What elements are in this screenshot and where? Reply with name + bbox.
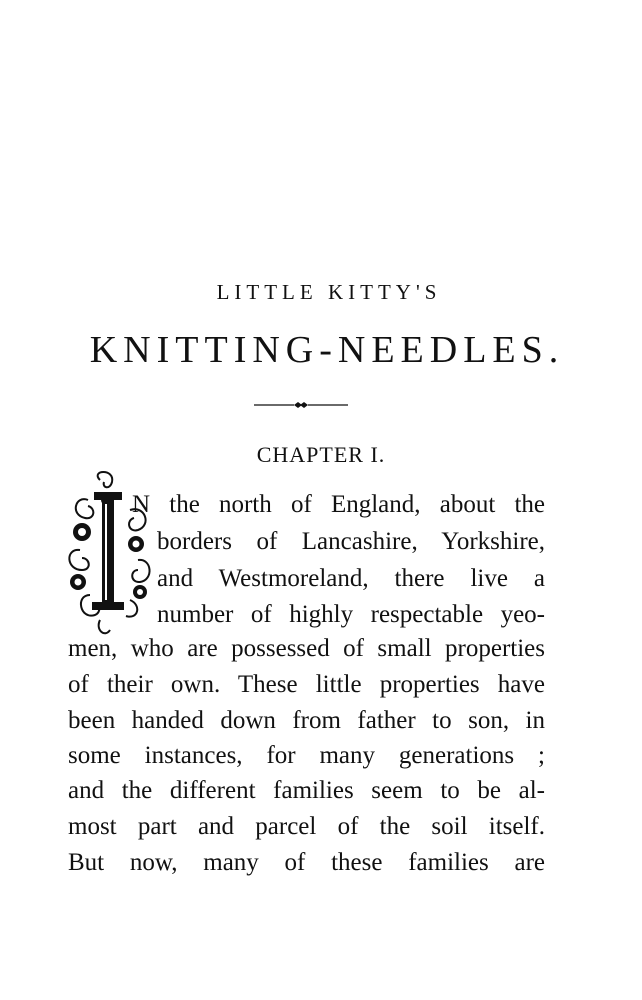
body-line-2: borders of Lancashire, Yorkshire, [157, 528, 545, 555]
body-line-6: of their own. These little properties have [68, 671, 545, 698]
body-line-7: been handed down from father to son, in [68, 707, 545, 734]
body-line-10: most part and parcel of the soil itself. [68, 813, 545, 840]
rule-ornament-icon [254, 398, 348, 412]
book-title-line-1: LITTLE KITTY'S [216, 280, 442, 304]
body-line-5: men, who are possessed of small properties [68, 635, 545, 662]
body-line-11: But now, many of these families are [68, 849, 545, 876]
body-line-8: some instances, for many generations ; [68, 742, 545, 769]
chapter-heading: CHAPTER I. [256, 442, 386, 467]
body-line-4: number of highly respectable yeo- [157, 601, 545, 628]
book-title-line-2: KNITTING-NEEDLES. [89, 329, 565, 371]
body-line-1: N the north of England, about the [132, 491, 545, 518]
body-line-3: and Westmoreland, there live a [157, 565, 545, 592]
body-line-9: and the different families seem to be al- [68, 777, 545, 804]
